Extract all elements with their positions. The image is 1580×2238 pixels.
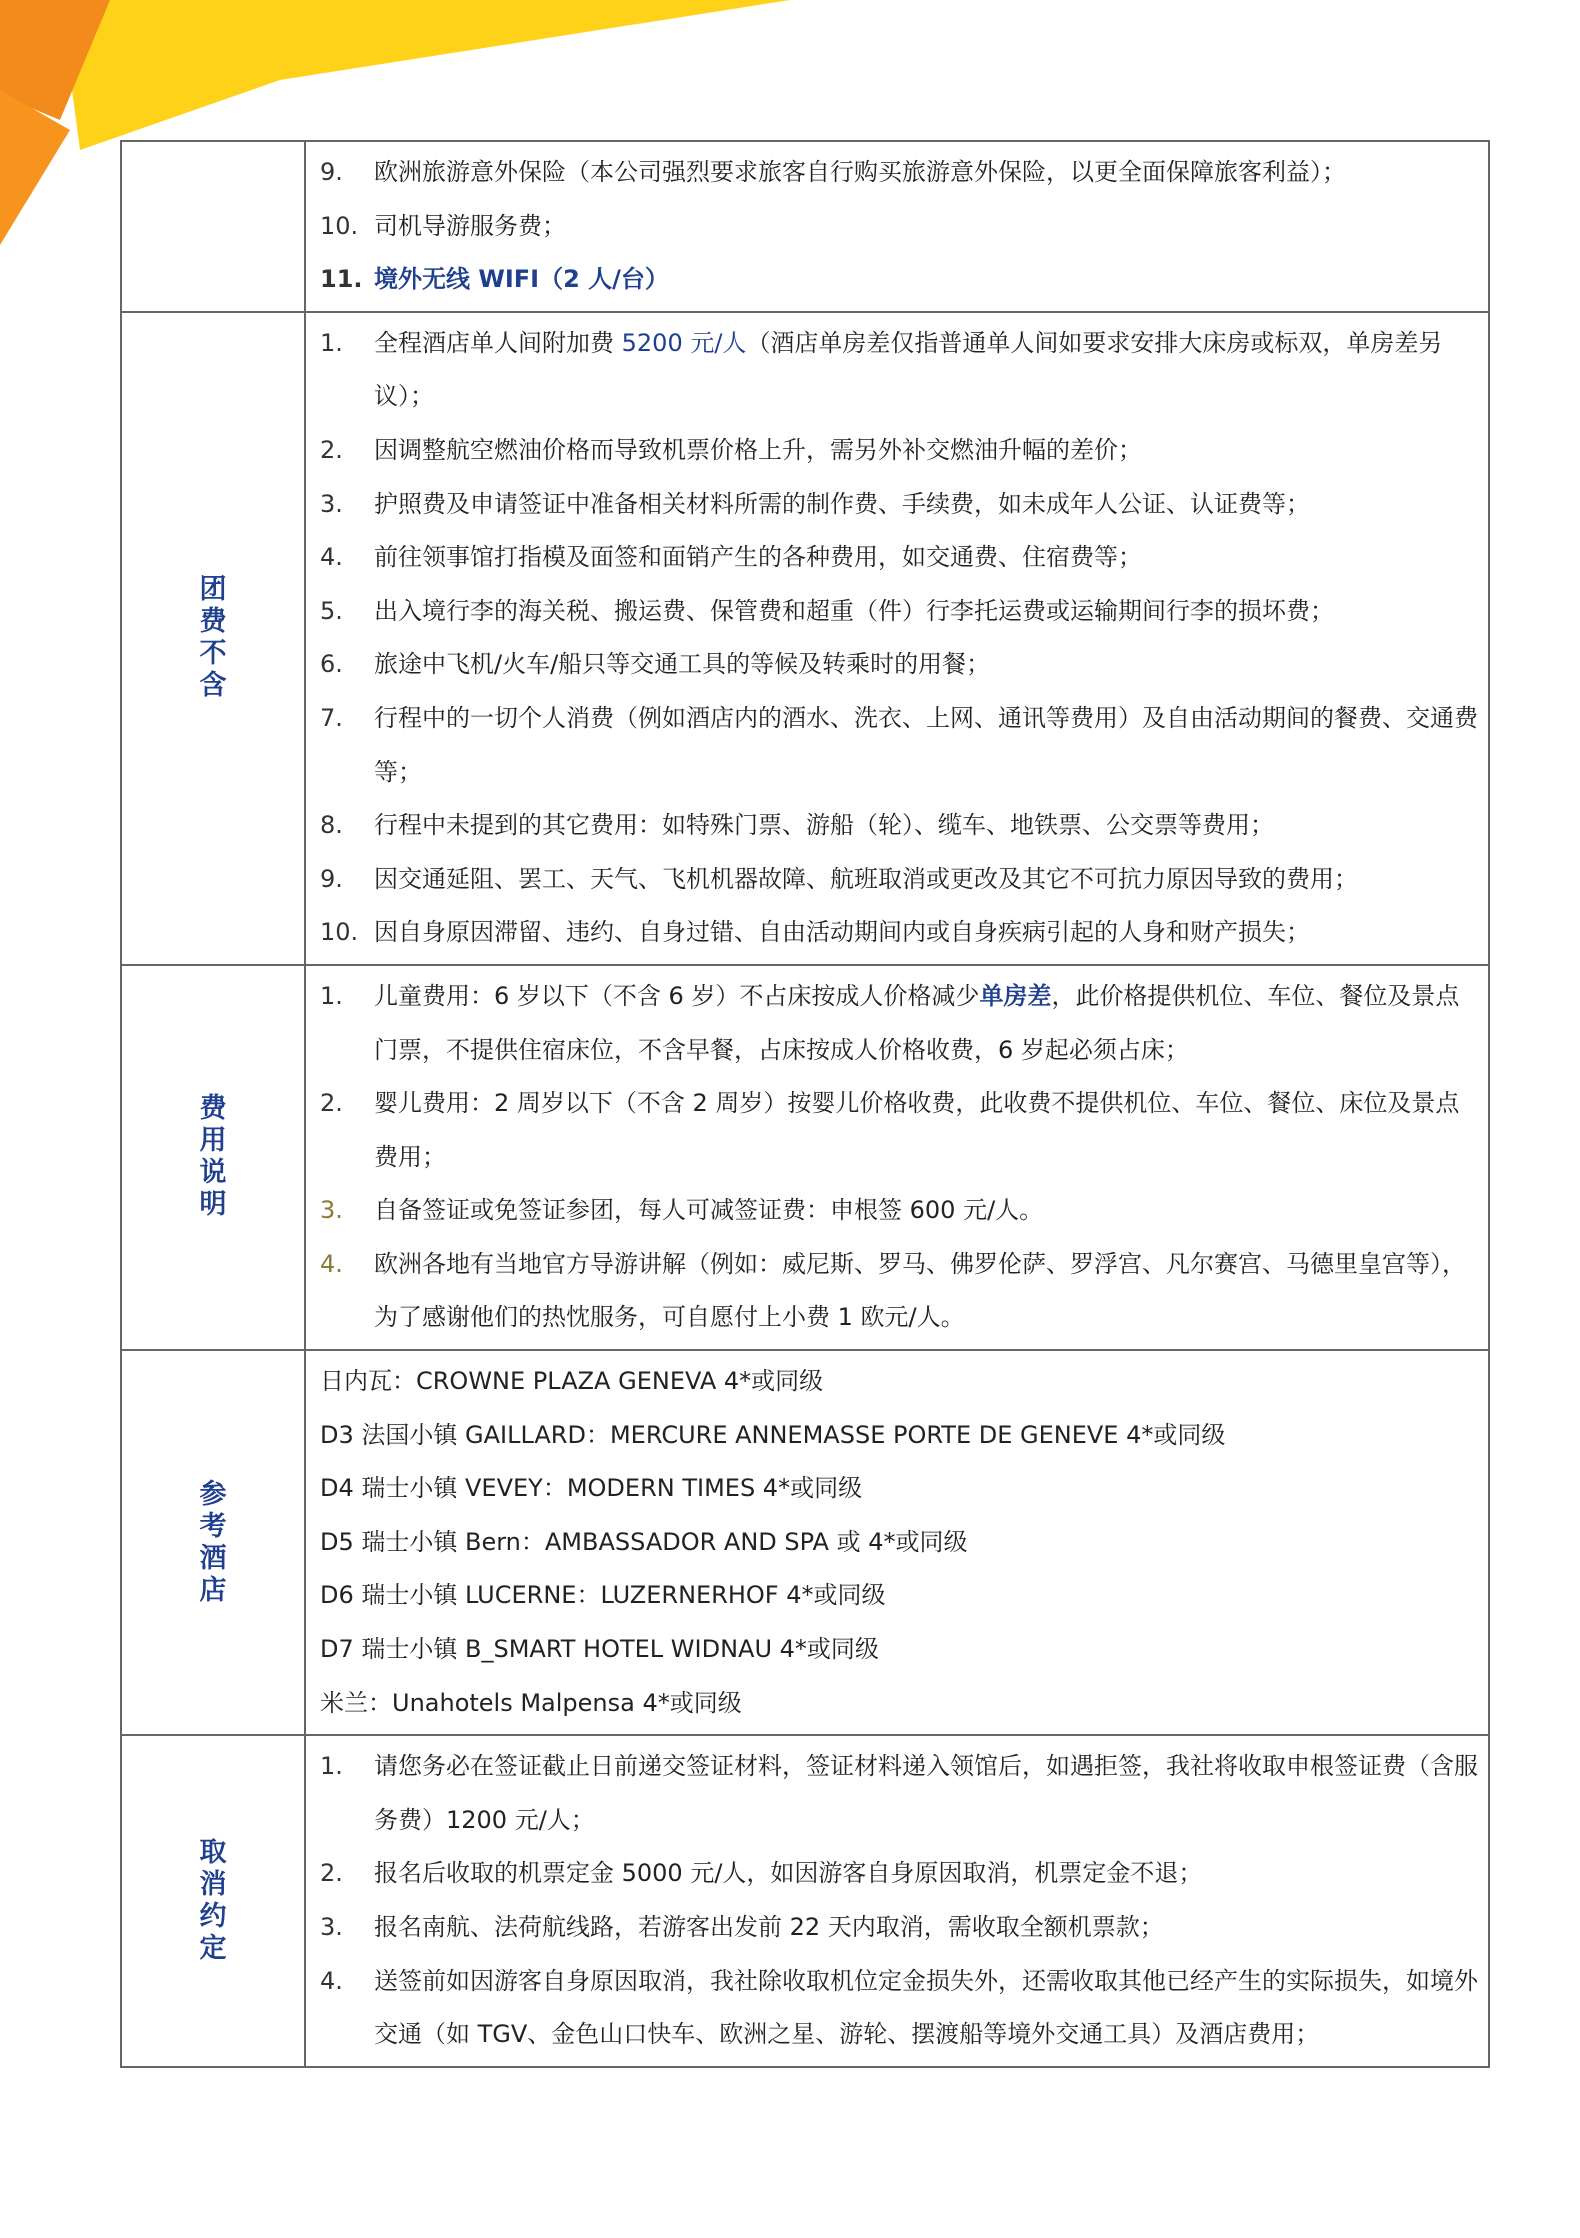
hotel-line: D5 瑞士小镇 Bern：AMBASSADOR AND SPA 或 4*或同级: [320, 1527, 968, 1556]
highlight-term: 单房差: [979, 981, 1052, 1010]
table-row: [121, 1735, 1489, 2067]
section-label-fee-notes: 费用说明: [199, 1093, 227, 1221]
list-item: 9. 因交通延阻、罢工、天气、飞机机器故障、航班取消或更改及其它不可抗力原因导致的费用；: [320, 864, 1358, 893]
list-item: 5. 出入境行李的海关税、搬运费、保管费和超重（件）行李托运费或运输期间行李的损坏费；: [320, 596, 1334, 625]
section-label-hotels: 参考酒店: [199, 1478, 227, 1606]
list-item: 10. 司机导游服务费；: [320, 211, 566, 240]
highlight-price: 5200 元/人: [621, 328, 747, 357]
list-item: 3. 报名南航、法荷航线路，若游客出发前 22 天内取消，需收取全额机票款；: [320, 1913, 1164, 1941]
excluded-label-cell: [121, 312, 305, 965]
fee-notes-label-cell: [121, 965, 305, 1350]
list-item: 2. 婴儿费用：2 周岁以下（不含 2 周岁）按婴儿价格收费，此收费不提供机位、车位、餐位、床位及景点费用；: [320, 1089, 1460, 1171]
table-row: [121, 965, 1489, 1350]
hotel-line: D4 瑞士小镇 VEVEY：MODERN TIMES 4*或同级: [320, 1474, 863, 1503]
list-item: 2. 报名后收取的机票定金 5000 元/人，如因游客自身原因取消，机票定金不退；: [320, 1859, 1203, 1888]
list-item: 3. 护照费及申请签证中准备相关材料所需的制作费、手续费，如未成年人公证、认证费等；: [320, 489, 1310, 518]
list-item: 7. 行程中的一切个人消费（例如酒店内的酒水、洗衣、上网、通讯等费用）及自由活动期间的餐费、交通费等；: [320, 703, 1478, 786]
hotel-line: 日内瓦：CROWNE PLAZA GENEVA 4*或同级: [320, 1367, 824, 1396]
fee-notes-content-cell: [305, 965, 1489, 1350]
table-row: [121, 141, 1489, 312]
list-item: 4. 送签前如因游客自身原因取消，我社除收取机位定金损失外，还需收取其他已经产生的实际损失，如境外交通（如 TGV、金色山口快车、欧洲之星、游轮、摆渡船等境外交通工具）及酒店费用；: [320, 1966, 1478, 2049]
list-item: 3. 自备签证或免签证参团，每人可减签证费：申根签 600 元/人。: [320, 1196, 1044, 1225]
list-item: 10. 因自身原因滞留、违约、自身过错、自由活动期间内或自身疾病引起的人身和财产损失；: [320, 918, 1310, 947]
banner-yellow-stripe: [60, 0, 790, 150]
hotel-line: D3 法国小镇 GAILLARD：MERCURE ANNEMASSE PORTE DE GENEVE 4*或同级: [320, 1420, 1226, 1449]
included-continuation-cell: [305, 141, 1489, 312]
empty-label-cell: [121, 141, 305, 312]
list-item: 1. 儿童费用：6 岁以下（不含 6 岁）不占床按成人价格减少单房差，此价格提供机位、车位、餐位及景点门票，不提供住宿床位，不含早餐，占床按成人价格收费，6 岁起必须占床；: [320, 981, 1460, 1064]
list-item: 1. 全程酒店单人间附加费 5200 元/人（酒店单房差仅指普通单人间如要求安排大床房或标双，单房差另议）；: [320, 328, 1443, 411]
list-item: 4. 欧洲各地有当地官方导游讲解（例如：威尼斯、罗马、佛罗伦萨、罗浮宫、凡尔赛宫、马德里皇宫等），为了感谢他们的热忱服务，可自愿付上小费 1 欧元/人。: [320, 1249, 1466, 1332]
list-item: 2. 因调整航空燃油价格而导致机票价格上升，需另外补交燃油升幅的差价；: [320, 435, 1142, 464]
hotel-line: D6 瑞士小镇 LUCERNE：LUZERNERHOF 4*或同级: [320, 1581, 886, 1610]
list-item: 4. 前往领事馆打指模及面签和面销产生的各种费用，如交通费、住宿费等；: [320, 543, 1142, 572]
hotels-label-cell: [121, 1350, 305, 1735]
itinerary-fee-table: [120, 140, 1490, 2068]
section-label-excluded: 团费不含: [199, 574, 227, 702]
list-item: 6. 旅途中飞机/火车/船只等交通工具的等候及转乘时的用餐；: [320, 650, 991, 679]
hotel-line: D7 瑞士小镇 B_SMART HOTEL WIDNAU 4*或同级: [320, 1635, 879, 1664]
cancellation-content-cell: [305, 1735, 1489, 2067]
list-item: 11. 境外无线 WIFI（2 人/台）: [320, 265, 669, 294]
list-item: 8. 行程中未提到的其它费用：如特殊门票、游船（轮）、缆车、地铁票、公交票等费用；: [320, 811, 1274, 840]
list-item: 9. 欧洲旅游意外保险（本公司强烈要求旅客自行购买旅游意外保险，以更全面保障旅客利益）；: [320, 158, 1346, 186]
hotel-line: 米兰：Unahotels Malpensa 4*或同级: [320, 1688, 742, 1717]
cancellation-label-cell: [121, 1735, 305, 2067]
excluded-content-cell: [305, 312, 1489, 965]
section-label-cancellation: 取消约定: [199, 1837, 227, 1964]
hotels-content-cell: [305, 1350, 1489, 1735]
list-item: 1. 请您务必在签证截止日前递交签证材料，签证材料递入领馆后，如遇拒签，我社将收取申根签证费（含服务费）1200 元/人；: [320, 1752, 1478, 1834]
table-row: [121, 1350, 1489, 1735]
table-row: [121, 312, 1489, 965]
